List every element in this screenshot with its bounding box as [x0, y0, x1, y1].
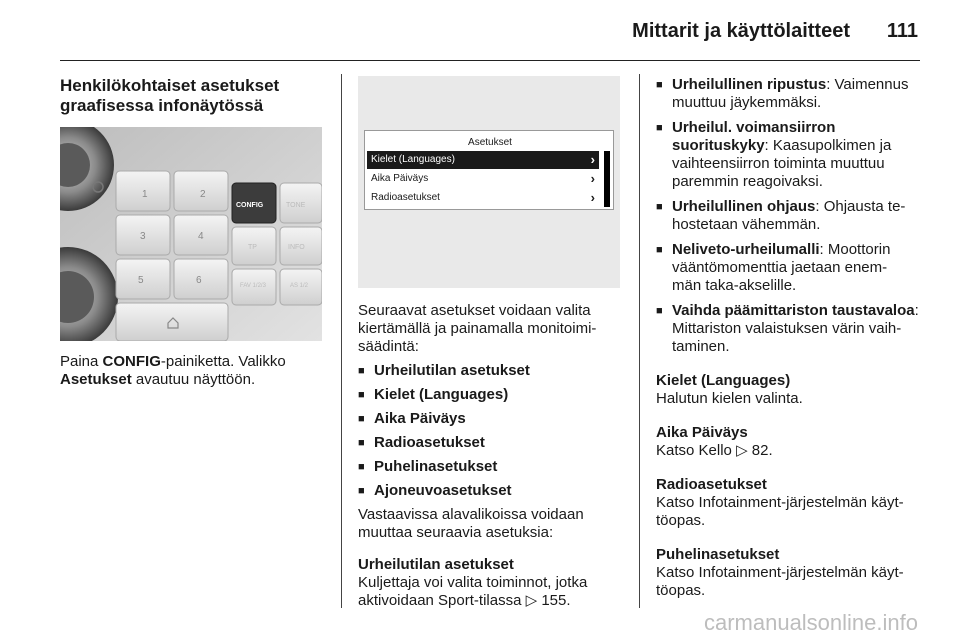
submenu-paragraph: Vastaavissa alavalikoissa voidaan muuttaa seuraavia asetuksia:: [358, 506, 584, 541]
list-item: ■ Ajoneuvoasetukset: [358, 482, 626, 500]
subsection-heading: Radioasetukset: [656, 476, 767, 493]
button-3-label: 3: [140, 231, 146, 242]
list-item: ■ Kielet (Languages): [358, 386, 626, 404]
section-heading: Henkilökohtaiset asetukset graafisessa infonäytössä: [60, 76, 280, 115]
settings-display-illustration: [358, 76, 620, 288]
as-button-label: AS 1/2: [290, 283, 309, 289]
subsection-heading: Aika Päiväys: [656, 424, 748, 441]
header-rule: [60, 60, 920, 61]
phone-settings-section: Puhelinasetukset Katso Infotainment-järjestelmän käyt- töopas.: [656, 546, 926, 600]
display-menu-item-radio[interactable]: Radioasetukset ›: [371, 190, 595, 205]
list-item: ■ Urheilul. voimansiirron suorituskyky: Kaasupolkimen ja vaihteensiirron toiminta muuttuu paremmin reagoivaksi.: [656, 119, 926, 191]
list-item: ■ Urheilutilan asetukset: [358, 362, 626, 380]
button-2-label: 2: [200, 189, 206, 200]
radio-settings-section: Radioasetukset Katso Infotainment-järjestelmän käyt- töopas.: [656, 476, 926, 530]
button-5-label: 5: [138, 275, 144, 286]
languages-section: Kielet (Languages) Halutun kielen valinta.: [656, 372, 926, 408]
list-item: ■ Urheilullinen ripustus: Vaimennus muuttuu jäykemmäksi.: [656, 76, 926, 112]
page-header: [0, 0, 960, 62]
control-panel-photo: [60, 127, 322, 341]
subsection-heading: Puhelinasetukset: [656, 546, 780, 563]
settings-menu-list: [358, 362, 626, 500]
chevron-right-icon: ›: [590, 190, 595, 205]
list-item: ■ Aika Päiväys: [358, 410, 626, 428]
list-item: ■ Radioasetukset: [358, 434, 626, 452]
subsection-heading: Urheilutilan asetukset: [358, 556, 514, 573]
list-item: ■ Urheilullinen ohjaus: Ohjausta te- hostetaan vähemmän.: [656, 198, 926, 234]
control-panel-illustration: [60, 127, 322, 341]
display-menu-item-languages[interactable]: Kielet (Languages) ›: [367, 151, 599, 169]
list-item: ■ Puhelinasetukset: [358, 458, 626, 476]
triangle-right-icon: ▷: [525, 592, 538, 609]
button-6-label: 6: [196, 275, 202, 286]
tp-button-label: TP: [248, 244, 257, 251]
column-1: [60, 76, 328, 389]
display-title: Asetukset: [468, 137, 512, 148]
button-1-label: 1: [142, 189, 148, 200]
column-divider: [639, 74, 640, 608]
subsection-heading: Kielet (Languages): [656, 372, 791, 389]
sport-mode-section: Urheilutilan asetukset Kuljettaja voi valita toiminnot, jotka aktivoidaan Sport-tilassa ▷ 155.: [358, 556, 626, 610]
chevron-right-icon: ›: [590, 171, 595, 186]
intro-paragraph: Seuraavat asetukset voidaan valita kiertämällä ja painamalla monitoimi- säädintä:: [358, 302, 597, 355]
list-item: ■ Vaihda päämittariston taustavaloa: Mittariston valaistuksen värin vaih- taminen.: [656, 302, 926, 356]
info-button-label: INFO: [288, 244, 305, 251]
page-number: 111: [886, 20, 918, 42]
sport-options-list: [656, 76, 926, 356]
header-title: Mittarit ja käyttölaitteet: [632, 20, 850, 42]
list-item: ■ Neliveto-urheilumalli: Moottorin vääntömomenttia jaetaan enem- män taka-akselille.: [656, 241, 926, 295]
column-divider: [341, 74, 342, 608]
watermark: carmanualsonline.info: [703, 610, 918, 635]
display-scrollbar: [604, 151, 610, 207]
column-3: [656, 76, 926, 600]
config-instruction: Paina CONFIG-painiketta. Valikko Asetukset avautuu näyttöön.: [60, 353, 286, 388]
chevron-right-icon: ›: [590, 152, 595, 167]
fav-button-label: FAV 1/2/3: [240, 283, 266, 289]
tone-button-label: TONE: [286, 202, 306, 209]
display-menu-item-time-date[interactable]: Aika Päiväys ›: [371, 171, 595, 186]
time-date-section: Aika Päiväys Katso Kello ▷ 82.: [656, 424, 926, 460]
display-screen: [364, 130, 614, 210]
triangle-right-icon: ▷: [736, 442, 748, 459]
button-4-label: 4: [198, 231, 204, 242]
config-button-label: CONFIG: [236, 202, 264, 209]
column-2: [358, 76, 626, 610]
